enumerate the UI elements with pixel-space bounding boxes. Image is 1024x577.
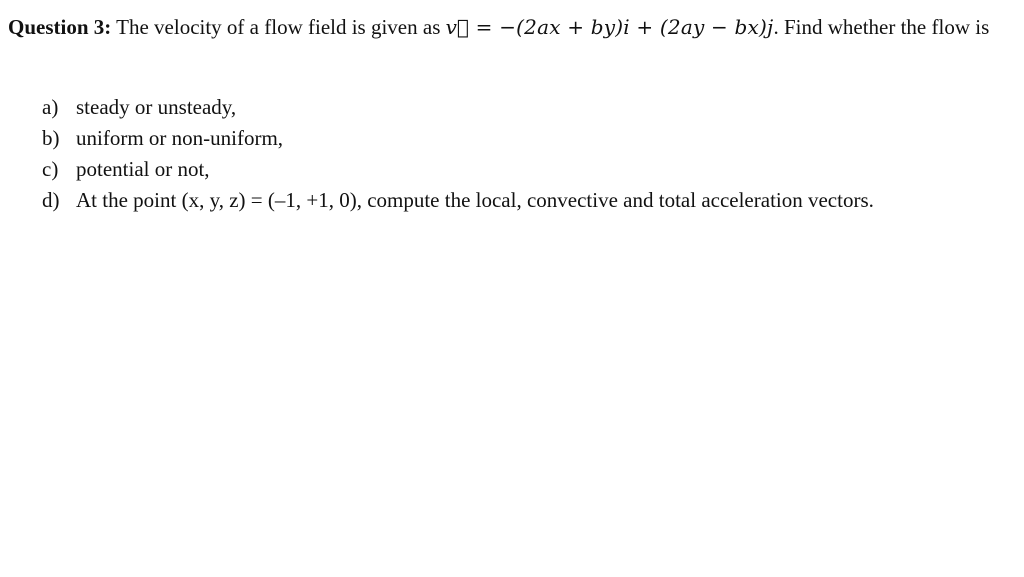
sub-question-text: At the point (x, y, z) = (–1, +1, 0), compute the local, convective and total acceleration vectors. (76, 188, 874, 212)
velocity-equation: v⃗ = −(2ax + by)i + (2ay − bx)j (445, 15, 774, 39)
sub-question-b (42, 123, 874, 154)
sub-question-marker: a) (42, 95, 59, 119)
sub-question-text: potential or not, (76, 157, 210, 181)
sub-question-c (42, 154, 874, 185)
sub-question-marker: b) (42, 126, 60, 150)
question-text-intro: The velocity of a flow field is given as (111, 15, 446, 39)
sub-question-marker: d) (42, 188, 60, 212)
question-text-outro: . Find whether the flow is (773, 15, 990, 39)
sub-question-d (42, 185, 874, 216)
sub-question-text: uniform or non-uniform, (76, 126, 284, 150)
sub-question-marker: c) (42, 157, 59, 181)
sub-question-text: steady or unsteady, (76, 95, 237, 119)
sub-question-a (42, 92, 874, 123)
question-label: Question 3: (8, 15, 112, 39)
question-statement (8, 12, 1008, 43)
sub-question-list (42, 92, 874, 216)
